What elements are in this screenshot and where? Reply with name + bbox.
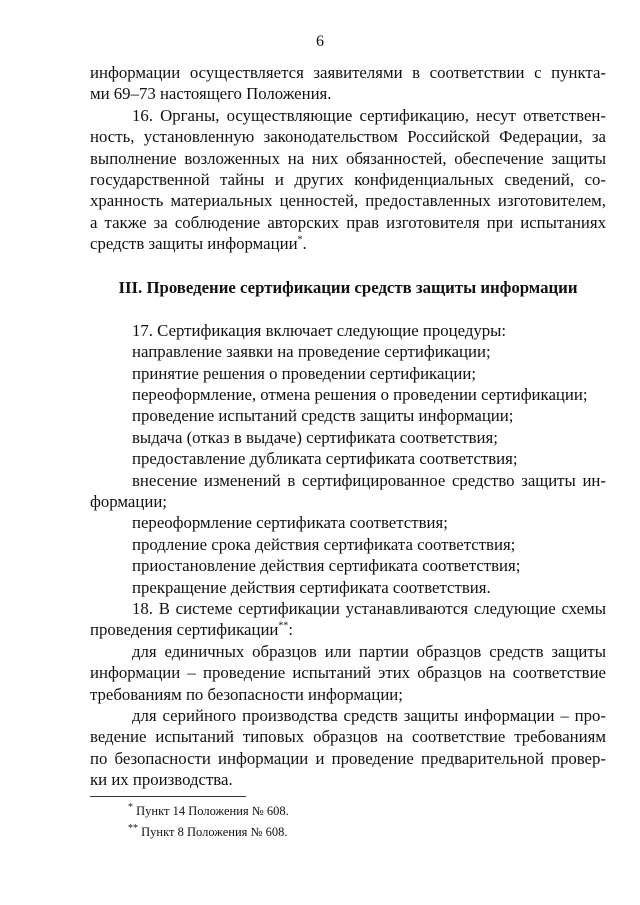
list-item: приостановление действия сертификата соответствия; <box>132 556 521 576</box>
text-line: 16. Органы, осуществляющие сертификацию, несут ответствен- <box>132 105 606 125</box>
text-fragment: . <box>302 234 307 254</box>
page-number: 6 <box>316 33 324 50</box>
text-fragment: проведения сертификации <box>90 620 279 640</box>
text-fragment: средств защиты информации <box>90 234 298 254</box>
list-item: направление заявки на проведение сертификации; <box>132 342 491 362</box>
text-fragment: : <box>288 620 294 640</box>
footnote-mark: ** <box>278 620 289 632</box>
list-item: внесение изменений в сертифицированное средство защиты ин- <box>132 470 606 490</box>
footnote-mark: * <box>128 801 133 813</box>
list-item: предоставление дубликата сертификата соответствия; <box>132 449 518 469</box>
list-item: принятие решения о проведении сертификации; <box>132 363 477 383</box>
text-line: для единичных образцов или партии образцов средств защиты <box>132 641 606 661</box>
text-line: формации; <box>90 492 167 512</box>
section-heading: III. Проведение сертификации средств защиты информации <box>118 277 578 297</box>
text-line: информации – проведение испытаний этих образцов на соответствие <box>90 663 606 683</box>
document-body <box>90 62 606 791</box>
footnote-text: Пункт 14 Положения № 608. <box>133 804 289 818</box>
text-line: по безопасности информации и проведение предварительной провер- <box>90 748 606 768</box>
footnote-mark: * <box>297 234 303 246</box>
text-line: хранность материальных ценностей, предоставленных изготовителем, <box>90 191 606 211</box>
footnote-text: Пункт 8 Положения № 608. <box>138 825 288 839</box>
text-line: ность, установленную законодательством Российской Федерации, за <box>90 127 606 147</box>
list-item: прекращение действия сертификата соответствия. <box>132 577 491 597</box>
text-line: 17. Сертификация включает следующие процедуры: <box>132 320 507 340</box>
list-item: переоформление, отмена решения о проведении сертификации; <box>132 385 588 405</box>
text-line: а также за соблюдение авторских прав изготовителя при испытаниях <box>90 212 606 232</box>
footnotes <box>90 796 606 843</box>
footnote-mark: ** <box>128 822 138 834</box>
footnote-2 <box>90 822 606 843</box>
list-item: проведение испытаний средств защиты информации; <box>132 406 514 426</box>
text-line: 18. В системе сертификации устанавливаются следующие схемы <box>132 599 606 618</box>
text-line: для серийного производства средств защиты информации – про- <box>132 705 606 725</box>
footnote-divider <box>90 796 246 797</box>
text-line <box>90 619 606 640</box>
text-line: государственной тайны и других конфиденциальных сведений, со- <box>90 169 606 189</box>
text-line: выполнение возложенных на них обязанностей, обеспечение защиты <box>90 148 606 168</box>
footnote-1 <box>90 801 606 822</box>
list-item: выдача (отказ в выдаче) сертификата соответствия; <box>132 427 498 447</box>
text-line: ми 69–73 настоящего Положения. <box>90 84 332 104</box>
text-line: ки их производства. <box>90 770 233 790</box>
text-line: информации осуществляется заявителями в соответствии с пункта- <box>90 63 606 82</box>
text-line: ведение испытаний типовых образцов на соответствие требованиям <box>90 727 606 747</box>
list-item: переоформление сертификата соответствия; <box>132 513 448 533</box>
list-item: продление срока действия сертификата соответствия; <box>132 534 516 554</box>
text-line <box>90 233 606 254</box>
text-line: требованиям по безопасности информации; <box>90 684 403 704</box>
